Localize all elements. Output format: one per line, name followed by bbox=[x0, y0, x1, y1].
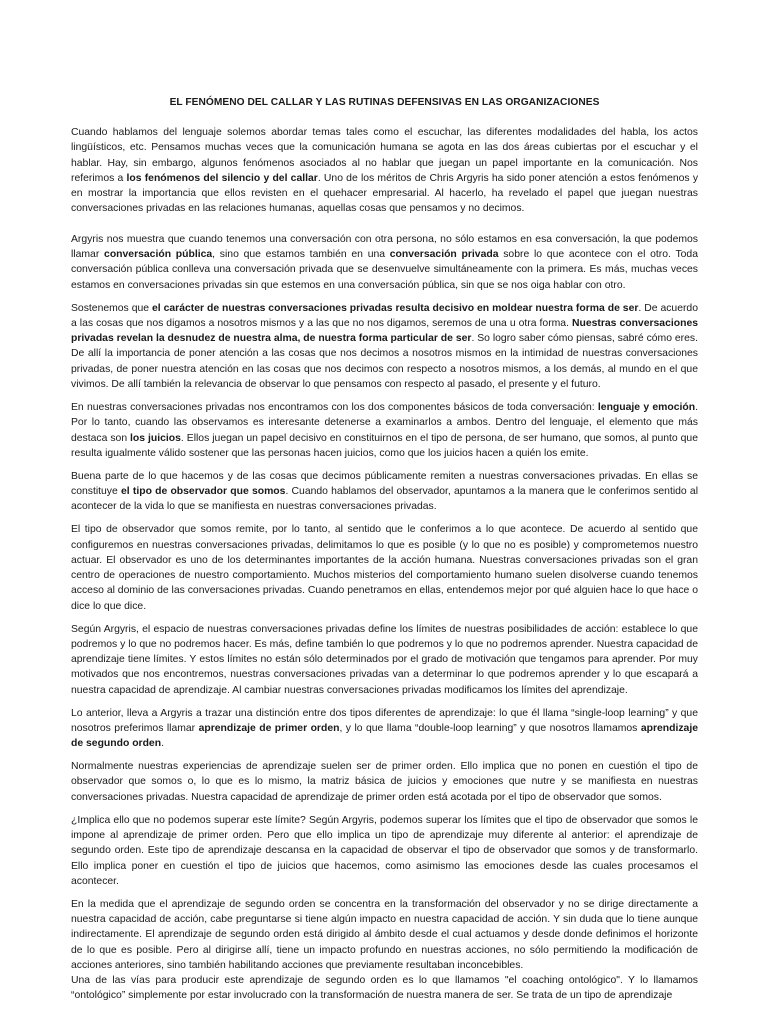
paragraph-7 bbox=[71, 622, 698, 698]
paragraph-11 bbox=[71, 897, 698, 973]
paragraph-8 bbox=[71, 706, 698, 752]
text-run: , sino que estamos también en una bbox=[212, 249, 390, 261]
text-run: . bbox=[161, 738, 164, 750]
bold-phrase: los juicios bbox=[130, 432, 181, 444]
document-page bbox=[71, 96, 698, 1004]
paragraph-6 bbox=[71, 522, 698, 614]
text-run: . Ellos juegan un papel decisivo en constituirnos en el tipo de persona, de ser humano, que somos, al punto que resulta igualmente válido sostener que las personas hacen juicios, como que los juicios hacen a quién los emite. bbox=[71, 432, 698, 459]
text-run: En la medida que el aprendizaje de segundo orden se concentra en la transformación del observador y no se dirige directamente a nuestra capacidad de acción, cabe preguntarse si tiene algún impacto en nuestra capacidad de acción. Y sin duda que lo tiene aunque indirectamente. El aprendizaje de segundo orden está dirigido al ámbito desde el cual actuamos y desde donde definimos el horizonte de lo que es posible. Pero al dirigirse allí, tiene un impacto profundo en nuestras acciones, no sólo permitiendo la modificación de acciones anteriores, sino también habilitando acciones que previamente resultaban inconcebibles. bbox=[71, 898, 698, 971]
bold-phrase: el tipo de observador que somos bbox=[121, 486, 286, 498]
text-run: . Por lo tanto, cuando las observamos es interesante detenerse a examinarlos a ambos. Dentro del lenguaje, el elemento que más destaca son bbox=[71, 401, 699, 444]
bold-phrase: el carácter de nuestras conversaciones privadas resulta decisivo en moldear nuestra forma de ser bbox=[151, 302, 639, 314]
paragraph-4 bbox=[71, 400, 698, 461]
text-run: . De acuerdo a las cosas que nos digamos a nosotros mismos y a las que no nos digamos, seremos de una u otra forma. bbox=[71, 302, 698, 329]
text-run: Cuando hablamos del lenguaje solemos abordar temas tales como el escuchar, las diferentes modalidades del habla, los actos lingüísticos, etc. Pensamos muchas veces que la comunicación humana se agota en las dos áreas cubiertas por el escuchar y el hablar. Hay, sin embargo, algunos fenómenos asociados al no hablar que juegan un papel importante en la comunicación. Nos referimos a bbox=[71, 127, 698, 184]
text-run: Según Argyris, el espacio de nuestras conversaciones privadas define los límites de nuestras posibilidades de acción: establece lo que podremos y lo que no podremos hacer. Es más, define también lo que podremos y lo que no podremos aprender. Nuestra capacidad de aprendizaje tiene límites. Y estos límites no están sólo determinados por el grado de motivación que tengamos para aprender. Por muy motivados que nos encontremos, nuestras conversaciones privadas van a determinar lo que podremos aprender y lo que escapará a nuestra capacidad de aprendizaje. Al cambiar nuestras conversaciones privadas modificamos los límites del aprendizaje. bbox=[71, 623, 698, 696]
bold-phrase: aprendizaje de primer orden bbox=[198, 722, 340, 734]
text-run: En nuestras conversaciones privadas nos encontramos con los dos componentes básicos de toda conversación: bbox=[71, 401, 598, 413]
text-run: sobre lo que acontece con el otro. Toda conversación pública conlleva una conversación privada que se desenvuelve simultáneamente con la primera. Es más, muchas veces estamos en conversaciones privadas sin que estemos en una conversación pública, sin que se nos oiga hablar con otro. bbox=[71, 249, 698, 291]
bold-phrase: lenguaje y emoción bbox=[597, 401, 696, 413]
bold-phrase: Nuestras conversaciones privadas revelan la desnudez de nuestra alma, de nuestra forma particular de ser bbox=[71, 317, 699, 345]
bold-phrase: conversación pública bbox=[104, 249, 213, 261]
paragraph-1 bbox=[71, 125, 698, 217]
text-run: Buena parte de lo que hacemos y de las cosas que decimos públicamente remiten a nuestras conversaciones privadas. En ellas se constituye bbox=[71, 470, 698, 498]
text-run: . So logro saber cómo piensas, sabré cómo eres. De allí la importancia de poner atención a las cosas que nos decimos a nosotros mismos en la intimidad de nuestras conversaciones privadas, de poner nuestra atención en las cosas que nos decimos con respecto a nosotros mismos, a los demás, al mundo en el que vivimos. De allí también la relevancia de observar lo que pensamos con respecto al pasado, el presente y el futuro. bbox=[71, 333, 698, 391]
text-run: Lo anterior, lleva a Argyris a trazar una distinción entre dos tipos diferentes de aprendizaje: lo que él llama “single-loop learning” y que nosotros preferimos llamar bbox=[71, 707, 698, 734]
document-title: EL FENÓMENO DEL CALLAR Y LAS RUTINAS DEFENSIVAS EN LAS ORGANIZACIONES bbox=[169, 97, 600, 108]
bold-phrase: los fenómenos del silencio y del callar bbox=[126, 172, 318, 184]
paragraph-10 bbox=[71, 813, 698, 889]
text-run: ¿Implica ello que no podemos superar este límite? Según Argyris, podemos superar los límites que el tipo de observador que somos le impone al aprendizaje de primer orden. Pero que ello implica un tipo de aprendizaje muy diferente al anterior: el aprendizaje de segundo orden. Este tipo de aprendizaje descansa en la capacidad de observar el tipo de observador que somos y de transformarlo. Ello implica poner en cuestión el tipo de juicios que hacemos, como asimismo las emociones desde las cuales procesamos el acontecer. bbox=[71, 814, 698, 887]
text-run: El tipo de observador que somos remite, por lo tanto, al sentido que le conferimos a lo que acontece. De acuerdo al sentido que configuremos en nuestras conversaciones privadas, delimitamos lo que es posible (y lo que no es posible) y comprometemos nuestro actuar. El observador es uno de los determinantes importantes de la acción humana. Nuestras conversaciones privadas son el gran centro de operaciones de nuestro comportamiento. Muchos misterios del comportamiento humano suelen disolverse cuando tenemos acceso al dominio de las conversaciones privadas. Cuando penetramos en ellas, entendemos mejor por qué alguien hace lo que hace o dice lo que dice. bbox=[71, 524, 698, 612]
paragraph-9 bbox=[71, 759, 698, 805]
paragraph-2 bbox=[71, 232, 698, 293]
paragraph-5 bbox=[71, 469, 698, 515]
text-run: . Uno de los méritos de Chris Argyris ha sido poner atención a estos fenómenos y en mostrar la importancia que ellos revisten en el quehacer empresarial. Al hacerlo, ha revelado el papel que juegan nuestras conversaciones privadas en las relaciones humanas, aquellas cosas que pensamos y no decimos. bbox=[71, 172, 699, 215]
text-run: Normalmente nuestras experiencias de aprendizaje suelen ser de primer orden. Ello implica que no ponen en cuestión el tipo de observador que somos o, lo que es lo mismo, la matriz básica de juicios y emociones que nutre y se manifiesta en nuestras conversaciones privadas. Nuestra capacidad de aprendizaje de primer orden está acotada por el tipo de observador que somos. bbox=[71, 761, 698, 803]
text-run: Sostenemos que bbox=[71, 302, 152, 314]
bold-phrase: conversación privada bbox=[389, 249, 499, 261]
text-run: Argyris nos muestra que cuando tenemos una conversación con otra persona, no sólo estamos en esa conversación, la que podemos llamar bbox=[71, 233, 698, 261]
text-run: . Cuando hablamos del observador, apuntamos a la manera que le conferimos sentido al acontecer de la vida lo que se manifiesta en nuestras conversaciones privadas. bbox=[71, 486, 698, 513]
text-run: Una de las vías para producir este aprendizaje de segundo orden es lo que llamamos "el coaching ontológico". Y lo llamamos “ontológico” simplemente por estar involucrado con la transformación de nuestra manera de ser. Se trata de un tipo de aprendizaje bbox=[71, 975, 698, 1002]
paragraph-12 bbox=[71, 973, 698, 1004]
paragraph-3 bbox=[71, 301, 698, 393]
text-run: , y lo que llama “double-loop learning” y que nosotros llamamos bbox=[339, 722, 641, 734]
bold-phrase: aprendizaje de segundo orden bbox=[71, 722, 698, 750]
